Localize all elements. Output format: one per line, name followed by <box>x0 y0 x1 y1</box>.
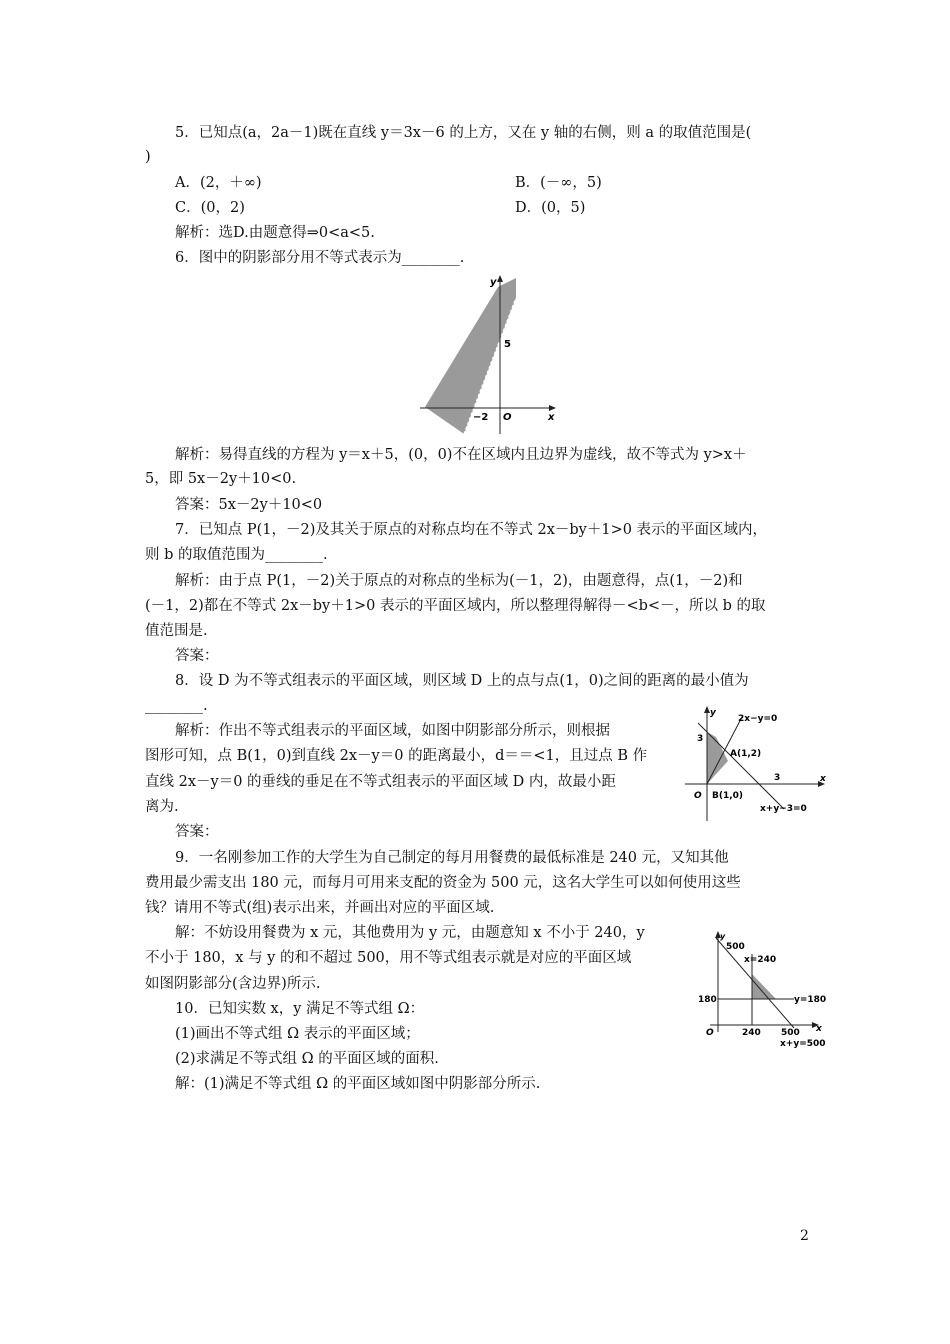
q9-label-x+y-500: x+y=500 <box>780 1039 826 1049</box>
q7-stem-line2: 则 b 的取值范围为________. <box>145 547 328 563</box>
q8-tick-3-x: 3 <box>774 773 781 783</box>
q9-tick-y180: 180 <box>698 995 717 1005</box>
q8-solution-line1: 解析：作出不等式组表示的平面区域，如图中阴影部分所示，则根据 <box>175 723 610 739</box>
q9-y-label: y <box>720 932 726 941</box>
q9-tick-x500: 500 <box>781 1028 800 1038</box>
q10-stem: 10．已知实数 x，y 满足不等式组 Ω： <box>175 1001 425 1017</box>
q7-solution-line3: 值范围是. <box>145 623 208 639</box>
page-number: 2 <box>800 1228 809 1244</box>
q8-line2-label: x+y−3=0 <box>760 804 807 814</box>
q6-tick-5: 5 <box>504 339 511 350</box>
q6-tick-neg2: −2 <box>473 412 489 423</box>
q7-solution-line1: 解析：由于点 P(1，－2)关于原点的对称点的坐标为(－1，2)，由题意得，点(1，－2)和 <box>175 573 743 589</box>
q8-origin: O <box>694 791 702 801</box>
q9-stem-line3: 钱？请用不等式(组)表示出来，并画出对应的平面区域. <box>145 900 495 916</box>
q8-figure <box>680 703 830 823</box>
q9-tick-y500: 500 <box>726 942 745 952</box>
q7-solution-line2: (－1，2)都在不等式 2x－by＋1>0 表示的平面区域内，所以整理得解得－<b<－，所以 b 的取 <box>145 598 766 614</box>
q9-origin: O <box>706 1028 714 1038</box>
q8-shaded-region <box>707 732 728 784</box>
q9-solution-line1: 解：不妨设用餐费为 x 元，其他费用为 y 元，由题意知 x 不小于 240，y <box>175 925 645 941</box>
q6-answer: 答案：5x－2y＋10<0 <box>175 497 323 513</box>
q5-option-c: C．(0，2) <box>175 200 245 216</box>
q9-label-x240: x=240 <box>744 955 777 965</box>
q8-point-b: B(1,0) <box>712 791 744 801</box>
q9-solution-line3: 如图阴影部分(含边界)所示. <box>145 976 321 992</box>
q9-label-y180: y=180 <box>794 995 827 1005</box>
q8-solution-line2: 图形可知，点 B(1，0)到直线 2x－y＝0 的距离最小，d＝＝<1，且过点 B 作 <box>145 748 648 764</box>
q9-stem-line1: 9．一名刚参加工作的大学生为自己制定的每月用餐费的最低标准是 240 元，又知其他 <box>175 850 729 866</box>
q6-origin: O <box>503 412 512 423</box>
q9-figure <box>696 928 836 1053</box>
q7-answer: 答案： <box>175 648 219 664</box>
q9-x-label: x <box>816 1024 822 1034</box>
q8-solution-line4: 离为. <box>145 799 179 815</box>
q9-tick-x240: 240 <box>742 1028 761 1038</box>
q7-stem-line1: 7．已知点 P(1，－2)及其关于原点的对称点均在不等式 2x－by＋1>0 表示的平面区域内， <box>175 522 768 538</box>
q10-part2: (2)求满足不等式组 Ω 的平面区域的面积. <box>175 1051 439 1067</box>
q6-stem: 6．图中的阴影部分用不等式表示为________. <box>175 250 465 266</box>
q9-stem-line2: 费用最少需支出 180 元，而每月可用来支配的资金为 500 元，这名大学生可以如何使用这些 <box>145 875 741 891</box>
q8-point-a: A(1,2) <box>730 749 762 759</box>
q5-solution: 解析：选D.由题意得⇒0<a<5. <box>175 225 375 241</box>
q8-solution-line3: 直线 2x－y＝0 的垂线的垂足在不等式组表示的平面区域 D 内，故最小距 <box>145 774 616 790</box>
q8-y-label: y <box>710 708 716 718</box>
q6-solution-line2: 5，即 5x－2y＋10<0. <box>145 471 297 487</box>
q8-tick-3-y: 3 <box>697 734 704 744</box>
q5-stem-line1: 5．已知点(a，2a－1)既在直线 y＝3x－6 的上方，又在 y 轴的右侧，则 a 的取值范围是( <box>175 125 752 141</box>
q8-stem-line2: ________. <box>145 698 208 714</box>
q8-answer: 答案： <box>175 824 219 840</box>
q8-stem-line1: 8．设 D 为不等式组表示的平面区域，则区域 D 上的点与点(1，0)之间的距离的最小值为 <box>175 673 749 689</box>
q5-option-d: D．(0，5) <box>515 200 586 216</box>
q9-solution-line2: 不小于 180，x 与 y 的和不超过 500，用不等式组表示就是对应的平面区域 <box>145 950 632 966</box>
q5-option-a: A．(2，＋∞) <box>175 175 262 191</box>
q6-y-label: y <box>490 277 497 288</box>
q6-x-label: x <box>548 412 555 423</box>
q10-solution: 解：(1)满足不等式组 Ω 的平面区域如图中阴影部分所示. <box>175 1076 541 1092</box>
q5-option-b: B．(－∞，5) <box>515 175 602 191</box>
q10-part1: (1)画出不等式组 Ω 表示的平面区域； <box>175 1026 420 1042</box>
q6-figure <box>420 272 560 437</box>
q8-x-label: x <box>820 774 826 784</box>
q8-line1-label: 2x−y=0 <box>738 714 778 724</box>
q6-solution-line1: 解析：易得直线的方程为 y＝x＋5，(0，0)不在区域内且边界为虚线，故不等式为 y>x＋ <box>175 447 747 463</box>
q9-shaded-region <box>752 974 776 999</box>
q5-stem-line2: ) <box>145 149 151 165</box>
q6-shaded-region <box>425 278 516 434</box>
